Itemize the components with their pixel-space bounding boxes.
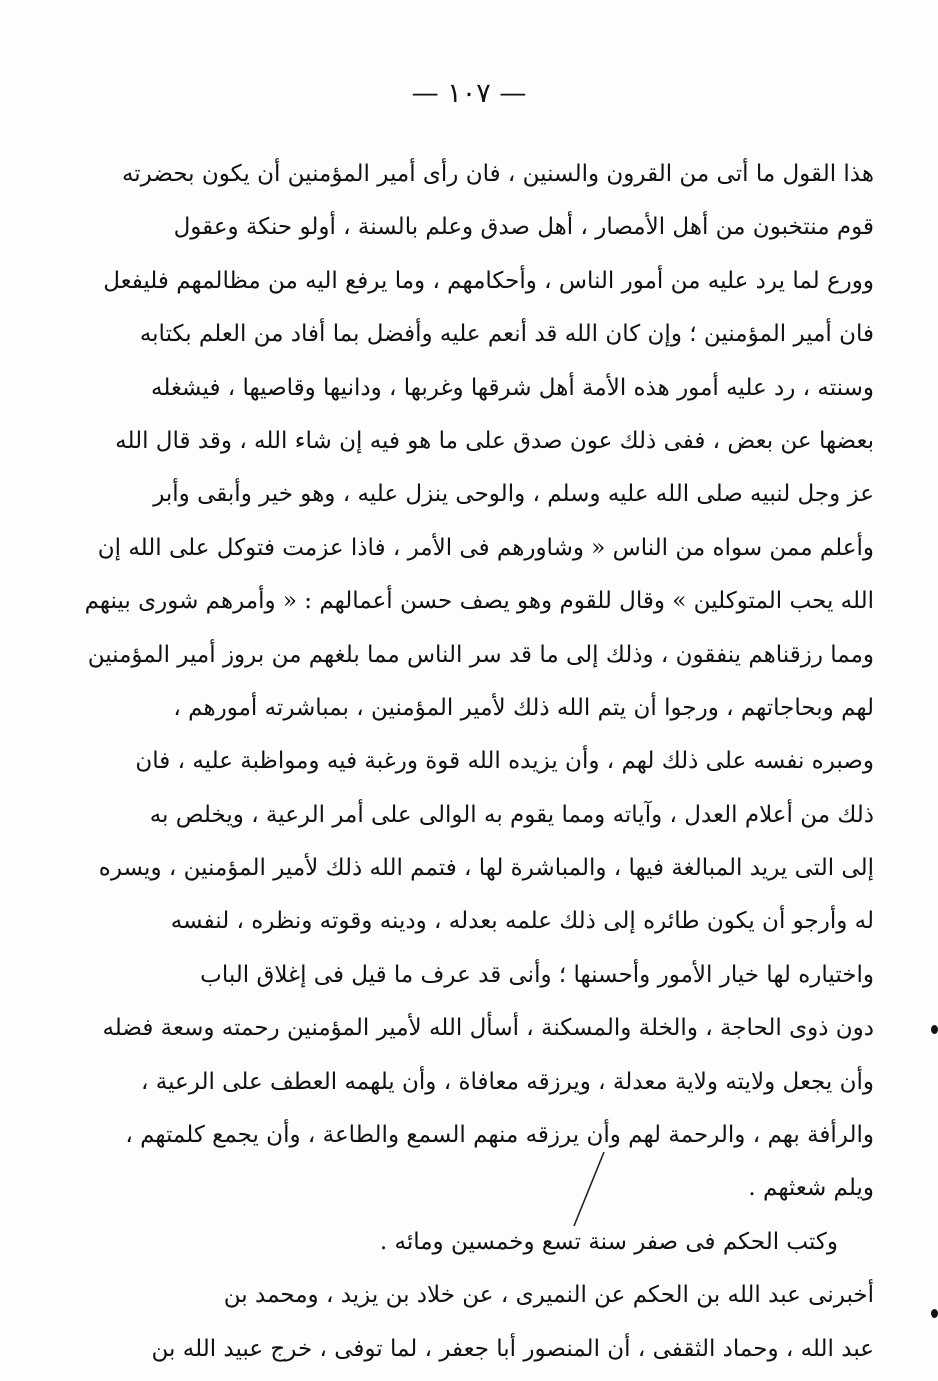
margin-dot — [931, 1309, 938, 1318]
text-line: والرأفة بهم ، والرحمة لهم وأن يرزقه منهم السمع والطاعة ، وأن يجمع كلمتهم ، — [125, 1122, 874, 1149]
text-line: ويلم شعثهم . — [748, 1175, 874, 1202]
text-line: وورع لما يرد عليه من أمور الناس ، وأحكامهم ، وما يرفع اليه من مظالمهم فليفعل — [103, 267, 874, 294]
text-line: دون ذوى الحاجة ، والخلة والمسكنة ، أسأل الله لأمير المؤمنين رحمته وسعة فضله — [102, 1015, 874, 1042]
body-text — [84, 148, 874, 1376]
text-line: واختياره لها خيار الأمور وأحسنها ؛ وأنى قد عرف ما قيل فى إغلاق الباب — [200, 961, 874, 988]
text-line: ذلك من أعلام العدل ، وآياته ومما يقوم به الوالى على أمر الرعية ، ويخلص به — [149, 801, 874, 828]
text-line: له وأرجو أن يكون طائره إلى ذلك علمه بعدله ، ودينه وقوته ونظره ، لنفسه — [170, 908, 874, 935]
text-line: عبد الله ، وحماد الثقفى ، أن المنصور أبا جعفر ، لما توفى ، خرج عبيد الله بن — [151, 1335, 874, 1362]
text-line: وسنته ، رد عليه أمور هذه الأمة أهل شرقها وغربها ، ودانيها وقاصيها ، فيشغله — [151, 374, 874, 401]
page-number: — ١٠٧ — — [411, 78, 527, 109]
text-line: أخبرنى عبد الله بن الحكم عن النميرى ، عن خلاد بن يزيد ، ومحمد بن — [223, 1282, 874, 1309]
text-line: الله يحب المتوكلين » وقال للقوم وهو يصف حسن أعمالهم : « وأمرهم شورى بينهم — [84, 588, 874, 615]
text-line: عز وجل لنبيه صلى الله عليه وسلم ، والوحى ينزل عليه ، وهو خير وأبقى وأبر — [153, 481, 874, 508]
text-line: وأن يجعل ولايته ولاية معدلة ، ويرزقه معافاة ، وأن يلهمه العطف على الرعية ، — [141, 1068, 874, 1095]
text-line: ومما رزقناهم ينفقون ، وذلك إلى ما قد سر الناس مما بلغهم من بروز أمير المؤمنين — [87, 641, 874, 668]
margin-dot — [931, 1025, 938, 1034]
text-line: هذا القول ما أتى من القرون والسنين ، فان رأى أمير المؤمنين أن يكون بحضرته — [121, 161, 874, 187]
text-line: وأعلم ممن سواه من الناس « وشاورهم فى الأمر ، فاذا عزمت فتوكل على الله إن — [97, 534, 874, 561]
text-line: لهم وبحاجاتهم ، ورجوا أن يتم الله ذلك لأمير المؤمنين ، بمباشرته أمورهم ، — [173, 694, 874, 721]
text-line: وصبره نفسه على ذلك لهم ، وأن يزيده الله قوة ورغبة فيه ومواظبة عليه ، فان — [135, 748, 874, 775]
text-line: إلى التى يريد المبالغة فيها ، والمباشرة لها ، فتمم الله ذلك لأمير المؤمنين ، ويسره — [98, 855, 874, 882]
text-line: بعضها عن بعض ، ففى ذلك عون صدق على ما هو فيه إن شاء الله ، وقد قال الله — [115, 427, 874, 454]
text-line: قوم منتخبون من أهل الأمصار ، أهل صدق وعلم بالسنة ، أولو حنكة وعقول — [173, 214, 874, 241]
text-line: فان أمير المؤمنين ؛ وإن كان الله قد أنعم عليه وأفضل بما أفاد من العلم بكتابه — [139, 321, 874, 348]
text-line: وكتب الحكم فى صفر سنة تسع وخمسين ومائه . — [379, 1228, 838, 1255]
pencil-mark — [568, 1150, 608, 1228]
